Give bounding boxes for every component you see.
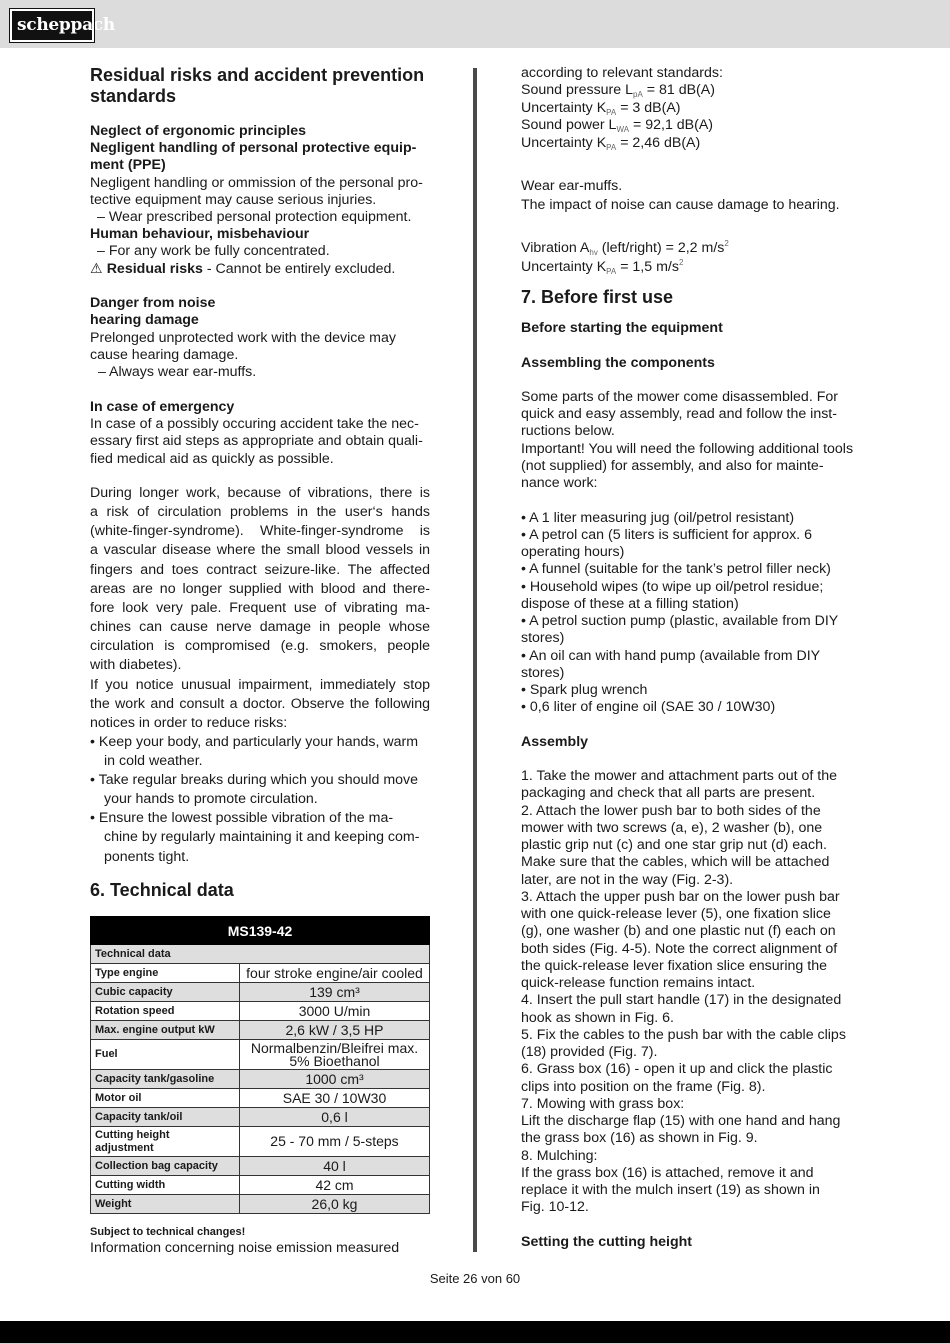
step-line: 1. Take the mower and attachment parts out of the xyxy=(521,768,837,784)
technical-data-table xyxy=(90,916,430,1214)
subheading: Assembly xyxy=(521,734,589,750)
bullet-item: • Ensure the lowest possible vibration of the ma- xyxy=(90,810,394,826)
text-line: ructions below. xyxy=(521,423,615,439)
row-value: 0,6 l xyxy=(240,1108,430,1127)
bullet-item-cont: chine by regularly maintaining it and keeping com- xyxy=(104,829,420,845)
table-row xyxy=(91,983,430,1002)
residual-risks-label: Residual risks xyxy=(106,261,203,277)
tool-list-item: • 0,6 liter of engine oil (SAE 30 / 10W30) xyxy=(521,699,776,715)
text-line: In case of a possibly occuring accident take the nec- xyxy=(90,416,419,432)
row-value: 1000 cm³ xyxy=(240,1070,430,1089)
bullet-item: • Take regular breaks during which you should move xyxy=(90,772,419,788)
table-row xyxy=(91,1002,430,1021)
text-part: Sound pressure L xyxy=(521,82,633,98)
text-part: Vibration A xyxy=(521,240,590,256)
step-line: If the grass box (16) is attached, remove it and xyxy=(521,1165,814,1181)
subheading: Neglect of ergonomic principles xyxy=(90,123,307,139)
dash-item: – Always wear ear-muffs. xyxy=(98,364,257,380)
row-value: four stroke engine/air cooled xyxy=(240,964,430,983)
text-part: Uncertainty K xyxy=(521,100,607,116)
tool-list-item: • A petrol suction pump (plastic, available from DIY xyxy=(521,613,839,629)
step-line: 5. Fix the cables to the push bar with the cable clips xyxy=(521,1027,846,1043)
row-label: Fuel xyxy=(91,1040,240,1070)
text-line: cause hearing damage. xyxy=(90,347,239,363)
header-bar xyxy=(0,0,950,48)
section-heading-technical-data: 6. Technical data xyxy=(90,880,234,900)
text-part: = 2,46 dB(A) xyxy=(616,135,701,151)
step-line: later, are not in the way (Fig. 2-3). xyxy=(521,872,734,888)
subheading: Negligent handling of personal protective equip- xyxy=(90,140,417,156)
bullet-item: • Keep your body, and particularly your hands, warm xyxy=(90,734,419,750)
step-line: quick-release function remains intact. xyxy=(521,975,756,991)
tool-list-item: • Spark plug wrench xyxy=(521,682,648,698)
brand-logo: scheppach xyxy=(10,9,94,42)
tool-list-item: • An oil can with hand pump (available from DIY xyxy=(521,648,821,664)
paragraph-line: notices in order to reduce risks: xyxy=(90,715,288,731)
table-row xyxy=(91,1108,430,1127)
uncertainty-line xyxy=(521,254,683,280)
subheading: Assembling the components xyxy=(521,355,715,371)
superscript: 2 xyxy=(678,258,684,267)
row-value: SAE 30 / 10W30 xyxy=(240,1089,430,1108)
text-line: Some parts of the mower come disassembled. For xyxy=(521,389,838,405)
superscript: 2 xyxy=(724,239,729,248)
tool-list-item-cont: stores) xyxy=(521,665,565,681)
step-line: (18) provided (Fig. 7). xyxy=(521,1044,658,1060)
row-value: 42 cm xyxy=(240,1176,430,1195)
step-line: mower with two screws (a, e), 2 washer (b), one xyxy=(521,820,823,836)
step-line: 3. Attach the upper push bar on the lower push bar xyxy=(521,889,840,905)
subscript: PA xyxy=(606,143,617,152)
paragraph-line: a vascular disease where the small blood vessels in xyxy=(90,542,430,558)
row-value-line: 5% Bioethanol xyxy=(289,1052,380,1069)
step-line: plastic grip nut (c) and one star grip nut (d) each. xyxy=(521,837,827,853)
row-value: 139 cm³ xyxy=(240,983,430,1002)
text-part: = 92,1 dB(A) xyxy=(629,117,714,133)
subscript: WA xyxy=(616,125,630,134)
text-line: The impact of noise can cause damage to hearing. xyxy=(521,197,840,213)
tool-list-item-cont: stores) xyxy=(521,630,565,646)
paragraph-line: fingers and toes contract seizure-like. The affected xyxy=(90,562,430,578)
table-row xyxy=(91,964,430,983)
dash-item: – Wear prescribed personal protection equipment. xyxy=(97,209,412,225)
step-line: Fig. 10-12. xyxy=(521,1199,589,1215)
residual-risks-text: - Cannot be entirely excluded. xyxy=(202,261,396,277)
text-part: Sound power L xyxy=(521,117,617,133)
row-value: 26,0 kg xyxy=(240,1195,430,1214)
step-line: both sides (Fig. 4-5). Note the correct alignment of xyxy=(521,941,838,957)
row-value xyxy=(240,1040,430,1070)
row-label: Max. engine output kW xyxy=(91,1021,240,1040)
row-label: Capacity tank/oil xyxy=(91,1108,240,1127)
row-label xyxy=(91,1127,240,1157)
step-line: clips into position on the frame (Fig. 8). xyxy=(521,1079,766,1095)
bullet-item-cont: ponents tight. xyxy=(104,849,190,865)
tool-list-item: • A 1 liter measuring jug (oil/petrol resistant) xyxy=(521,510,795,526)
step-line: 6. Grass box (16) - open it up and click the plastic xyxy=(521,1061,833,1077)
footer-bar xyxy=(0,1321,950,1343)
text-part: Uncertainty K xyxy=(521,135,607,151)
tool-list-item: • A funnel (suitable for the tank’s petrol filler neck) xyxy=(521,561,831,577)
row-label: Motor oil xyxy=(91,1089,240,1108)
row-value: 2,6 kW / 3,5 HP xyxy=(240,1021,430,1040)
row-label: Collection bag capacity xyxy=(91,1157,240,1176)
step-line: 2. Attach the lower push bar to both sides of the xyxy=(521,803,821,819)
text-line: quick and easy assembly, read and follow the inst- xyxy=(521,406,837,422)
text-part: (left/right) = 2,2 m/s xyxy=(597,240,725,256)
section-heading-residual-risks-cont: standards xyxy=(90,86,177,106)
text-line: (not supplied) for assembly, and also for mainte- xyxy=(521,458,824,474)
step-line: with one quick-release lever (5), one fixation slice xyxy=(521,906,831,922)
table-row xyxy=(91,1021,430,1040)
paragraph-line: If you notice unusual impairment, immediately stop xyxy=(90,677,430,693)
subheading: ment (PPE) xyxy=(90,157,166,173)
paragraph-line: the work and consult a doctor. Observe the following xyxy=(90,696,430,712)
paragraph-line: areas are no longer supplied with blood and there- xyxy=(90,581,430,597)
text-line: essary first aid steps as appropriate and obtain quali- xyxy=(90,433,423,449)
text-part: = 81 dB(A) xyxy=(642,82,715,98)
paragraph-line: (white-finger-syndrome). White-finger-syndrome is xyxy=(90,523,430,539)
row-label: Cubic capacity xyxy=(91,983,240,1002)
step-line: 7. Mowing with grass box: xyxy=(521,1096,685,1112)
step-line: Make sure that the cables, which will be attached xyxy=(521,854,830,870)
text-line: fied medical aid as quickly as possible. xyxy=(90,451,334,467)
step-line: hook as shown in Fig. 6. xyxy=(521,1010,674,1026)
step-line: Lift the discharge flap (15) with one hand and hang xyxy=(521,1113,841,1129)
page-number: Seite 26 von 60 xyxy=(429,1271,521,1286)
step-line: replace it with the mulch insert (19) as shown in xyxy=(521,1182,820,1198)
table-row xyxy=(91,1157,430,1176)
tool-list-item: • A petrol can (5 liters is sufficient for approx. 6 xyxy=(521,527,812,543)
text-line: according to relevant standards: xyxy=(521,65,723,81)
subheading: hearing damage xyxy=(90,312,199,328)
row-label-line: adjustment xyxy=(95,1141,154,1154)
technical-changes-note: Subject to technical changes! xyxy=(90,1226,246,1238)
step-line: 4. Insert the pull start handle (17) in the designated xyxy=(521,992,842,1008)
text-line: Important! You will need the following additional tools xyxy=(521,441,854,457)
row-label: Rotation speed xyxy=(91,1002,240,1021)
subscript: hv xyxy=(589,248,598,257)
subheading: Before starting the equipment xyxy=(521,320,723,336)
section-heading-before-first-use: 7. Before first use xyxy=(521,287,674,307)
table-subheading: Technical data xyxy=(91,945,430,964)
step-line: packaging and check that all parts are present. xyxy=(521,785,816,801)
step-line: (g), one washer (b) and one plastic nut (f) each on xyxy=(521,923,836,939)
paragraph-line: chines can cause nerve damage in people whose xyxy=(90,619,430,635)
residual-risks-line xyxy=(90,261,395,278)
bullet-item-cont: in cold weather. xyxy=(104,753,203,769)
table-row xyxy=(91,1176,430,1195)
uncertainty-line xyxy=(521,135,700,156)
step-line: the quick-release lever fixation slice ensuring the xyxy=(521,958,827,974)
table-row xyxy=(91,1040,430,1070)
warning-icon: ⚠ xyxy=(90,261,103,277)
text-part: Uncertainty K xyxy=(521,259,607,275)
row-label: Weight xyxy=(91,1195,240,1214)
table-row xyxy=(91,1070,430,1089)
table-row xyxy=(91,1195,430,1214)
dash-item: – For any work be fully concentrated. xyxy=(97,243,330,259)
tool-list-item-cont: operating hours) xyxy=(521,544,625,560)
paragraph-line: During longer work, because of vibrations, there is xyxy=(90,485,430,501)
text-line: tective equipment may cause serious injuries. xyxy=(90,192,377,208)
text-part: = 3 dB(A) xyxy=(616,100,681,116)
table-row xyxy=(91,1089,430,1108)
row-value: 25 - 70 mm / 5-steps xyxy=(240,1127,430,1157)
column-divider xyxy=(473,68,477,1252)
text-line: Negligent handling or ommission of the personal pro- xyxy=(90,175,423,191)
paragraph-line: with diabetes). xyxy=(90,657,182,673)
subscript: PA xyxy=(606,108,617,117)
text-line: nance work: xyxy=(521,475,598,491)
paragraph-line: circulation is compromised (e.g. smokers, people xyxy=(90,638,430,654)
section-heading-residual-risks: Residual risks and accident prevention xyxy=(90,65,425,85)
table-title: MS139-42 xyxy=(91,917,430,945)
tool-list-item-cont: dispose of these at a filling station) xyxy=(521,596,739,612)
text-line: Information concerning noise emission measured xyxy=(90,1240,400,1256)
text-line: Wear ear-muffs. xyxy=(521,178,623,194)
subscript: PA xyxy=(606,267,617,276)
row-value-line: Normalbenzin/Bleifrei max. xyxy=(250,1039,419,1056)
row-label: Cutting width xyxy=(91,1176,240,1195)
step-line: the grass box (16) as shown in Fig. 9. xyxy=(521,1130,758,1146)
row-value: 3000 U/min xyxy=(240,1002,430,1021)
subheading: Human behaviour, misbehaviour xyxy=(90,226,310,242)
subheading: In case of emergency xyxy=(90,399,235,415)
row-label-line: Cutting height xyxy=(95,1128,170,1141)
step-line: 8. Mulching: xyxy=(521,1148,598,1164)
table-row xyxy=(91,1127,430,1157)
subheading: Setting the cutting height xyxy=(521,1234,693,1250)
row-label: Capacity tank/gasoline xyxy=(91,1070,240,1089)
subscript: pA xyxy=(633,90,643,99)
bullet-item-cont: your hands to promote circulation. xyxy=(104,791,318,807)
text-line: Prelonged unprotected work with the device may xyxy=(90,330,396,346)
row-value: 40 l xyxy=(240,1157,430,1176)
row-label: Type engine xyxy=(91,964,240,983)
tool-list-item: • Household wipes (to wipe up oil/petrol residue; xyxy=(521,579,824,595)
text-part: = 1,5 m/s xyxy=(616,259,679,275)
subheading: Danger from noise xyxy=(90,295,216,311)
paragraph-line: a risk of circulation problems in the user‘s hands xyxy=(90,504,430,520)
paragraph-line: fore look very pale. Frequent use of vibrating ma- xyxy=(90,600,430,616)
